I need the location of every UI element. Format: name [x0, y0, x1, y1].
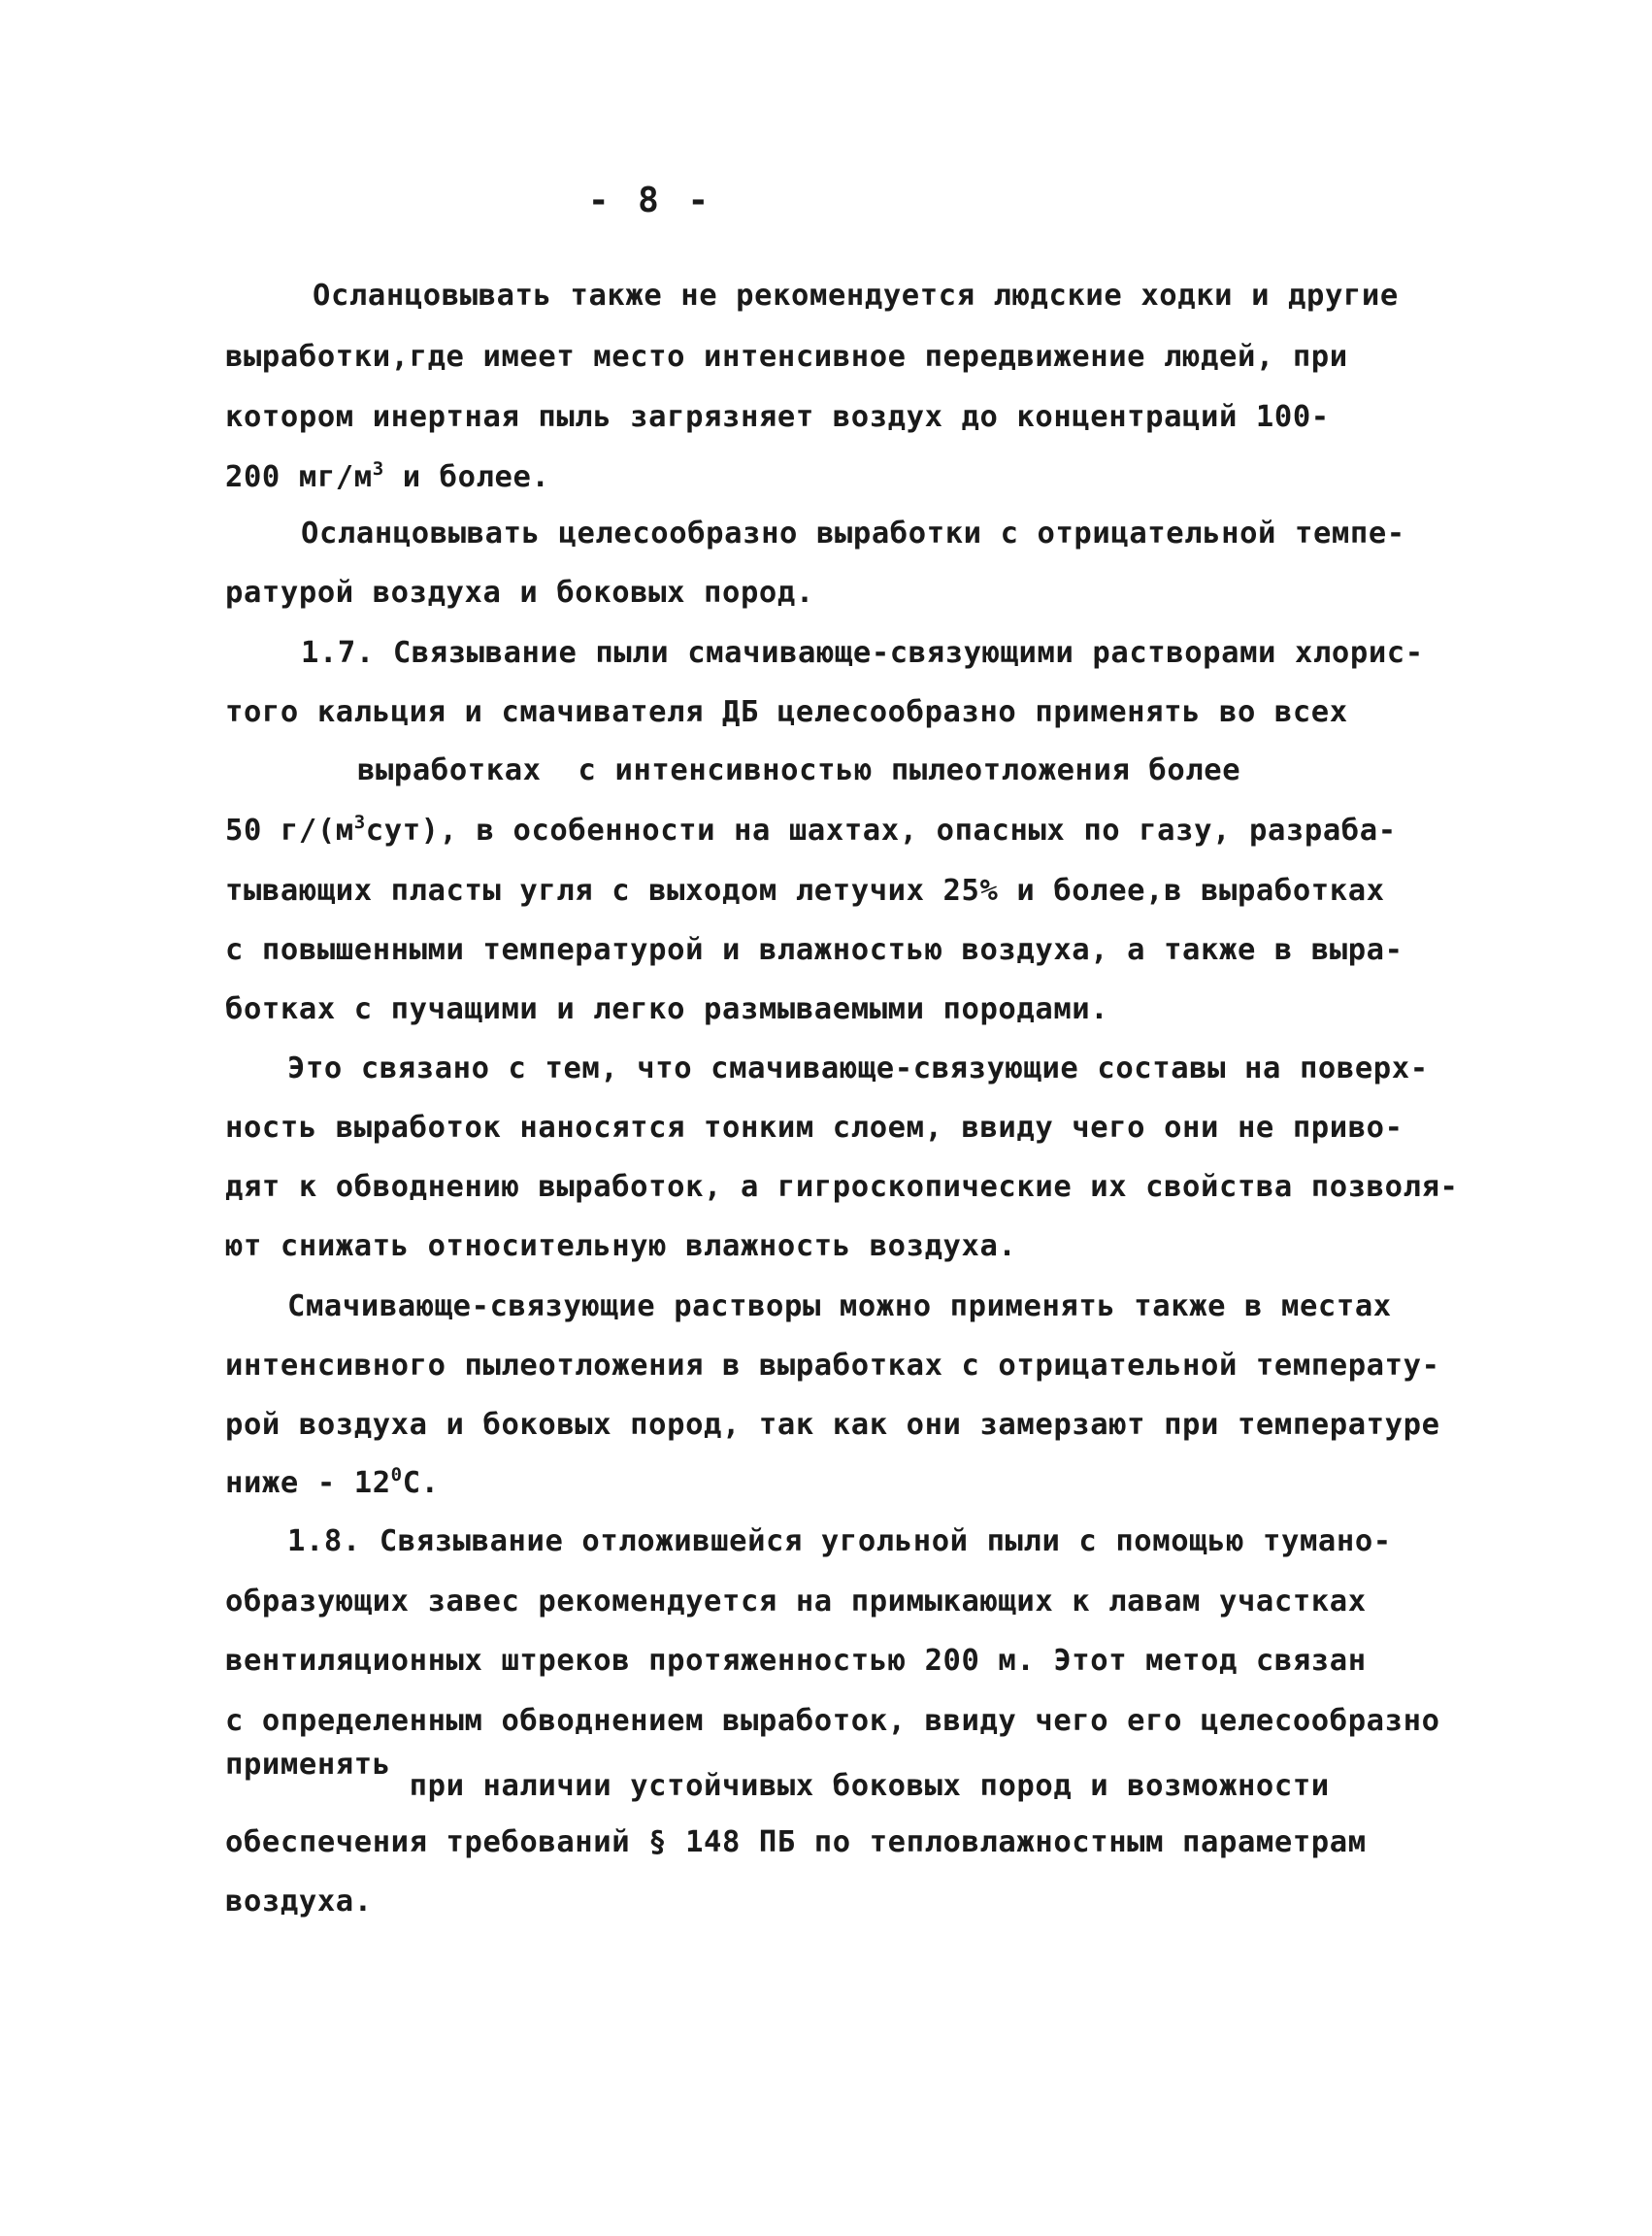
text-segment: применять	[225, 1748, 391, 1782]
text-line: ность выработок наносятся тонким слоем, ввиду чего они не приво-	[225, 1111, 1404, 1145]
text-line: обеспечения требований § 148 ПБ по тепловлажностным параметрам	[225, 1825, 1367, 1859]
superscript: 3	[353, 812, 366, 833]
text-line: дят к обводнению выработок, а гигроскопические их свойства позволя-	[225, 1170, 1459, 1204]
text-line: ратурой воздуха и боковых пород.	[225, 576, 814, 610]
text-line: интенсивного пылеотложения в выработках с отрицательной температу-	[225, 1349, 1440, 1383]
page-number: - 8 -	[587, 181, 713, 220]
text-line: Осланцовывать также не рекомендуется людские ходки и другие	[313, 279, 1399, 313]
text-line: выработки,где имеет место интенсивное передвижение людей, при	[225, 340, 1348, 374]
text-line: с повышенными температурой и влажностью воздуха, а также в выра-	[225, 933, 1404, 967]
superscript: 0	[390, 1464, 403, 1485]
text-line	[225, 814, 1397, 849]
text-line	[225, 460, 549, 495]
text-segment: ниже - 12	[225, 1466, 391, 1500]
text-line: ботках с пучащими и легко размываемыми породами.	[225, 992, 1109, 1026]
text-segment: 50 г/(м	[225, 814, 354, 848]
text-segment: при наличии устойчивых боковых пород и возможности	[409, 1769, 1330, 1803]
text-line: образующих завес рекомендуется на примыкающих к лавам участках	[225, 1585, 1367, 1619]
text-line: с определенным обводнением выработок, ввиду чего его целесообразно	[225, 1704, 1440, 1738]
text-line: Осланцовывать целесообразно выработки с отрицательной темпе-	[301, 517, 1405, 551]
text-line: рой воздуха и боковых пород, так как они замерзают при температуре	[225, 1408, 1440, 1442]
text-segment: сут), в особенности на шахтах, опасных по газу, разраба-	[365, 814, 1397, 848]
text-line: тывающих пласты угля с выходом летучих 25% и более,в выработках	[225, 874, 1385, 908]
text-line	[225, 1466, 440, 1501]
text-line: 1.7. Связывание пыли смачивающе-связующими растворами хлорис-	[301, 636, 1424, 670]
text-line: того кальция и смачивателя ДБ целесообразно применять во всех	[225, 695, 1348, 729]
text-line	[225, 1748, 1330, 1803]
text-line: ют снижать относительную влажность воздуха.	[225, 1229, 1017, 1263]
text-line: Смачивающе-связующие растворы можно применять также в местах	[287, 1289, 1392, 1323]
superscript: 3	[372, 458, 384, 480]
text-segment: и более.	[383, 460, 550, 494]
text-line: выработках с интенсивностью пылеотложения более	[357, 753, 1241, 787]
text-segment: 200 мг/м	[225, 460, 373, 494]
text-segment: С.	[402, 1466, 440, 1500]
text-line: вентиляционных штреков протяженностью 200 м. Этот метод связан	[225, 1644, 1367, 1678]
text-line: воздуха.	[225, 1885, 373, 1919]
text-line: котором инертная пыль загрязняет воздух до концентраций 100-	[225, 400, 1330, 434]
text-line: Это связано с тем, что смачивающе-связующие составы на поверх-	[287, 1051, 1429, 1085]
text-line: 1.8. Связывание отложившейся угольной пыли с помощью тумано-	[287, 1524, 1392, 1558]
